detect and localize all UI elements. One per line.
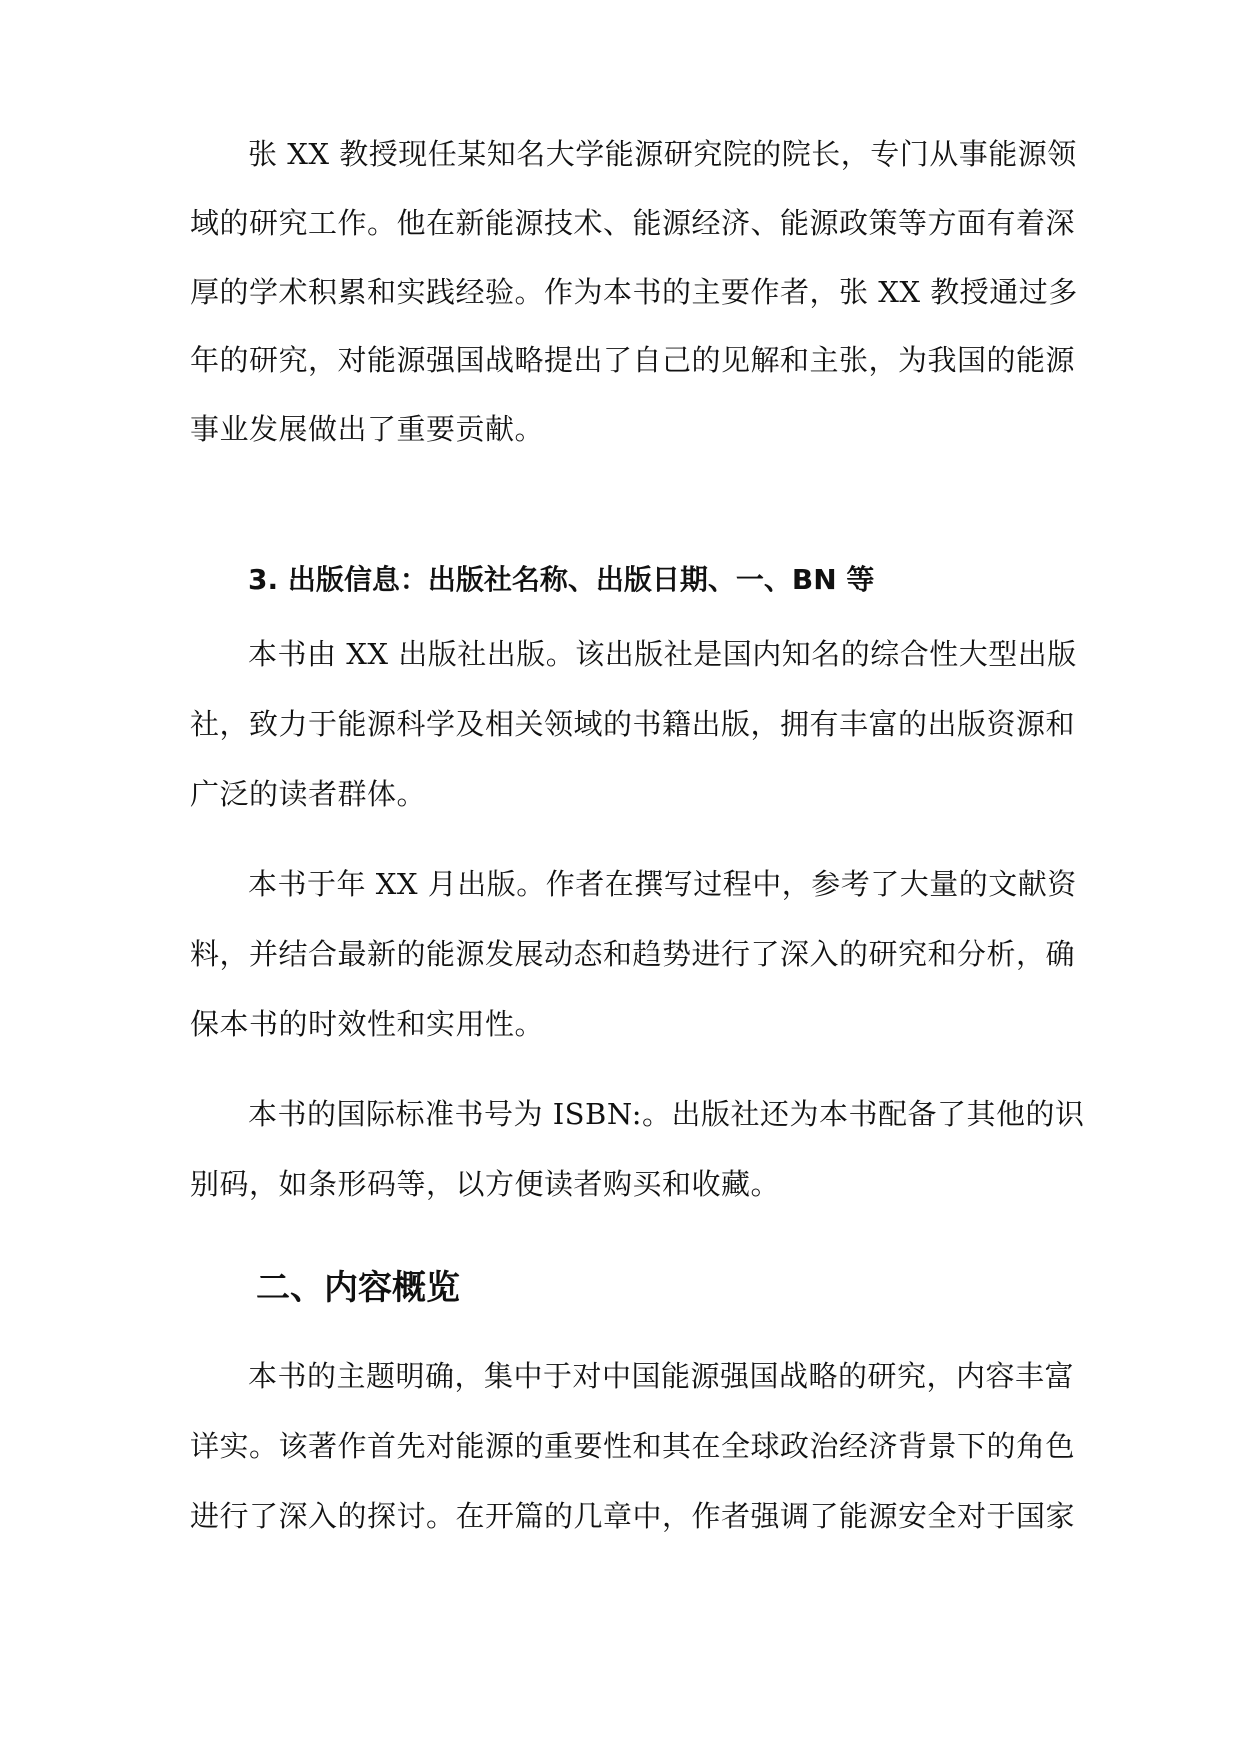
date-line-3: 保本书的时效性和实用性。 [190,1007,545,1041]
author-bio-line-2: 域的研究工作。他在新能源技术、能源经济、能源政策等方面有着深 [190,206,1076,240]
isbn-line-2: 别码，如条形码等，以方便读者购买和收藏。 [190,1167,781,1201]
author-bio-line-4: 年的研究，对能源强国战略提出了自己的见解和主张，为我国的能源 [190,343,1076,377]
author-bio-line-5: 事业发展做出了重要贡献。 [190,412,545,446]
date-line-2: 料，并结合最新的能源发展动态和趋势进行了深入的研究和分析，确 [190,937,1076,971]
author-bio-line-1: 张 XX 教授现任某知名大学能源研究院的院长，专门从事能源领 [248,137,1077,171]
isbn-line-1: 本书的国际标准书号为 ISBN:。出版社还为本书配备了其他的识 [248,1097,1085,1131]
author-bio-line-3: 厚的学术积累和实践经验。作为本书的主要作者，张 XX 教授通过多 [190,275,1078,309]
publication-info-heading: 3. 出版信息：出版社名称、出版日期、一、BN 等 [248,563,875,596]
overview-line-3: 进行了深入的探讨。在开篇的几章中，作者强调了能源安全对于国家 [190,1499,1076,1533]
overview-line-1: 本书的主题明确，集中于对中国能源强国战略的研究，内容丰富 [248,1359,1075,1393]
date-line-1: 本书于年 XX 月出版。作者在撰写过程中，参考了大量的文献资 [248,867,1077,901]
publisher-line-3: 广泛的读者群体。 [190,777,427,811]
publisher-line-1: 本书由 XX 出版社出版。该出版社是国内知名的综合性大型出版 [248,637,1077,671]
section-title-content-overview: 二、内容概览 [256,1268,460,1308]
publisher-line-2: 社，致力于能源科学及相关领域的书籍出版，拥有丰富的出版资源和 [190,707,1076,741]
overview-line-2: 详实。该著作首先对能源的重要性和其在全球政治经济背景下的角色 [190,1429,1076,1463]
